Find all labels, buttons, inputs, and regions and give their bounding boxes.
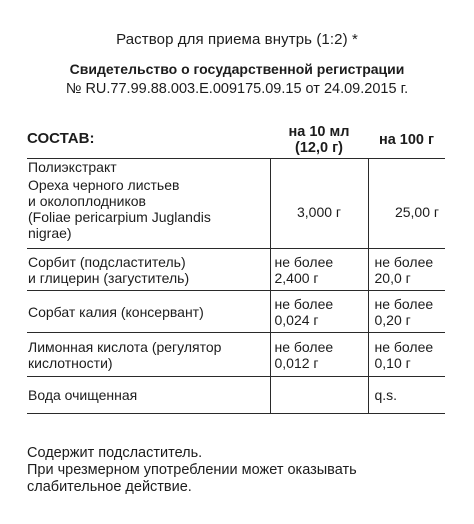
amount-qualifier: не более <box>374 295 434 312</box>
column-header-per-10ml-line1: на 10 мл <box>288 124 350 140</box>
amount-per-100g <box>368 159 445 176</box>
amount-qualifier: не более <box>274 295 334 312</box>
amount-value: 0,20 г <box>374 311 411 328</box>
amount-qualifier: не более <box>374 253 434 270</box>
column-header-per-10ml <box>270 120 368 159</box>
ingredient-label-line: Сорбат калия (консервант) <box>28 303 204 320</box>
ingredient-label-line: nigrae) <box>28 225 72 241</box>
amount-value: 25,00 г <box>394 203 439 220</box>
amount-per-10ml <box>270 291 368 333</box>
amount-per-100g <box>368 175 445 249</box>
table-row <box>27 291 445 333</box>
amount-value: 2,400 г <box>274 269 319 286</box>
ingredient-label-line: и глицерин (загуститель) <box>28 269 190 286</box>
table-row <box>27 159 445 176</box>
notes <box>27 445 357 496</box>
ingredient-label <box>27 333 270 377</box>
amount-per-100g <box>368 333 445 377</box>
ingredient-label-line: (Foliae pericarpium Juglandis <box>28 209 211 225</box>
amount-per-10ml <box>270 333 368 377</box>
table-header-row <box>27 120 445 159</box>
ingredient-label-line: кислотности) <box>28 354 113 371</box>
amount-value: 0,10 г <box>374 354 411 371</box>
ingredient-label-line: Полиэкстракт <box>28 159 117 175</box>
ingredient-label-line: Ореха черного листьев <box>28 177 180 193</box>
ingredient-label <box>27 175 270 249</box>
ingredient-label-line: Вода очищенная <box>28 387 138 403</box>
amount-per-10ml <box>270 249 368 291</box>
composition-table <box>27 120 445 414</box>
table-row <box>27 333 445 377</box>
certificate-number: № RU.77.99.88.003.Е.009175.09.15 от 24.09.2015 г. <box>65 81 409 97</box>
amount-qualifier: не более <box>274 338 334 355</box>
note-line: При чрезмерном употреблении может оказывать <box>27 462 357 478</box>
ingredient-label <box>27 249 270 291</box>
amount-per-10ml <box>270 159 368 176</box>
amount-value: q.s. <box>374 387 398 403</box>
certificate-heading: Свидетельство о государственной регистрации <box>69 61 405 77</box>
column-header-per-100g: на 100 г <box>368 120 445 159</box>
ingredient-label-line: Лимонная кислота (регулятор <box>28 338 222 355</box>
amount-per-100g <box>368 377 445 414</box>
ingredient-label <box>27 291 270 333</box>
amount-qualifier: не более <box>374 338 434 355</box>
amount-value: 0,024 г <box>274 311 319 328</box>
ingredient-label <box>27 159 270 176</box>
column-header-per-10ml-line2: (12,0 г) <box>295 140 343 156</box>
table-row <box>27 377 445 414</box>
ingredient-label <box>27 377 270 414</box>
ingredient-label-line: и околоплодников <box>28 193 146 209</box>
table-row <box>27 175 445 249</box>
amount-per-10ml <box>270 175 368 249</box>
amount-per-10ml <box>270 377 368 414</box>
amount-value: 0,012 г <box>274 354 319 371</box>
amount-value: 3,000 г <box>296 203 342 220</box>
amount-per-100g <box>368 291 445 333</box>
amount-per-100g <box>368 249 445 291</box>
ingredient-label-line: Сорбит (подсластитель) <box>28 253 186 270</box>
document-title: Раствор для приема внутрь (1:2) * <box>116 31 358 48</box>
note-line: Содержит подсластитель. <box>27 445 203 461</box>
table-row <box>27 249 445 291</box>
composition-heading: СОСТАВ: <box>27 120 270 159</box>
note-line: слабительное действие. <box>27 479 192 495</box>
amount-value: 20,0 г <box>374 269 411 286</box>
amount-qualifier: не более <box>274 253 334 270</box>
